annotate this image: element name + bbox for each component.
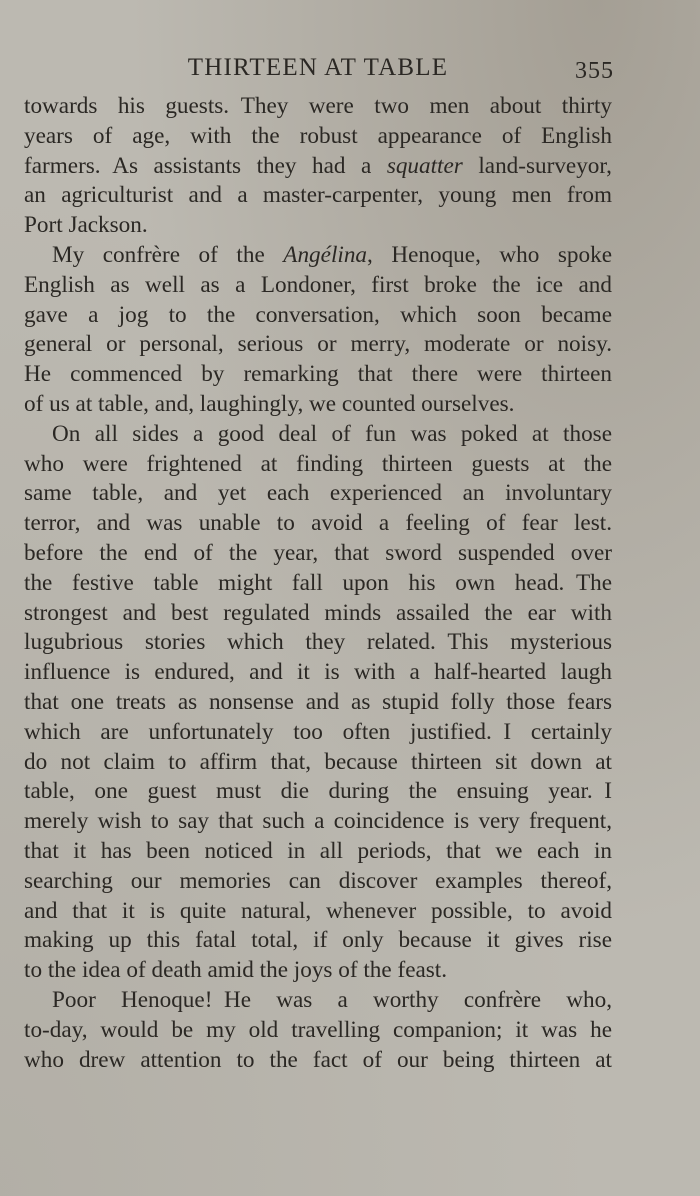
text-line: influence is endured, and it is with a half-hearted laugh bbox=[24, 659, 612, 686]
text-line: to the idea of death amid the joys of the feast. bbox=[24, 957, 448, 984]
paragraph bbox=[24, 241, 612, 420]
running-head bbox=[24, 52, 612, 92]
body-text bbox=[24, 92, 612, 1075]
text-line: Port Jackson. bbox=[24, 212, 148, 239]
paragraph bbox=[24, 420, 612, 986]
text-line: Poor Henoque! He was a worthy confrère who, bbox=[52, 986, 612, 1013]
text-line: an agriculturist and a master-carpenter, young men from bbox=[24, 182, 612, 209]
page-number: 355 bbox=[575, 58, 614, 84]
text-line: gave a jog to the conversation, which soon became bbox=[24, 301, 612, 328]
text-line: strongest and best regulated minds assailed the ear with bbox=[24, 599, 612, 626]
paragraph bbox=[24, 92, 612, 241]
text-line: to-day, would be my old travelling companion; it was he bbox=[24, 1016, 612, 1043]
text-line: merely wish to say that such a coincidence is very frequent, bbox=[24, 808, 612, 835]
text-line: On all sides a good deal of fun was poked at those bbox=[52, 420, 612, 447]
text-line: the festive table might fall upon his own head. The bbox=[24, 569, 612, 596]
text-line: terror, and was unable to avoid a feeling of fear lest. bbox=[24, 510, 612, 537]
text-line: who were frightened at finding thirteen guests at the bbox=[24, 450, 612, 477]
text-line: searching our memories can discover examples thereof, bbox=[24, 867, 612, 894]
text-line: towards his guests. They were two men about thirty bbox=[24, 93, 612, 119]
text-line: do not claim to affirm that, because thirteen sit down at bbox=[24, 748, 612, 775]
book-page bbox=[24, 52, 612, 1075]
running-title: THIRTEEN AT TABLE bbox=[187, 54, 449, 81]
text-line: before the end of the year, that sword suspended over bbox=[24, 539, 612, 566]
text-line: making up this fatal total, if only because it gives rise bbox=[24, 927, 612, 954]
paragraph bbox=[24, 986, 612, 1075]
italic-term: squatter bbox=[386, 152, 463, 179]
italic-term: Angélina bbox=[283, 241, 368, 268]
text-line: that one treats as nonsense and as stupid folly those fears bbox=[24, 688, 612, 715]
text-line: He commenced by remarking that there were thirteen bbox=[24, 361, 612, 388]
text-line: table, one guest must die during the ensuing year. I bbox=[24, 778, 612, 805]
text-line: farmers. As assistants they had a squatter land-surveyor, bbox=[24, 152, 612, 179]
text-line: lugubrious stories which they related. This mysterious bbox=[24, 629, 612, 656]
text-line: same table, and yet each experienced an involuntary bbox=[24, 480, 612, 507]
text-line: My confrère of the Angélina, Henoque, who spoke bbox=[52, 241, 612, 268]
text-line: of us at table, and, laughingly, we counted ourselves. bbox=[24, 390, 515, 417]
text-line: that it has been noticed in all periods, that we each in bbox=[24, 837, 612, 864]
text-line: and that it is quite natural, whenever possible, to avoid bbox=[24, 897, 612, 924]
text-line: general or personal, serious or merry, moderate or noisy. bbox=[24, 331, 612, 358]
text-line: years of age, with the robust appearance of English bbox=[24, 122, 612, 149]
text-line: English as well as a Londoner, first broke the ice and bbox=[24, 271, 612, 298]
text-line: who drew attention to the fact of our being thirteen at bbox=[24, 1046, 612, 1073]
text-line: which are unfortunately too often justified. I certainly bbox=[24, 718, 612, 745]
